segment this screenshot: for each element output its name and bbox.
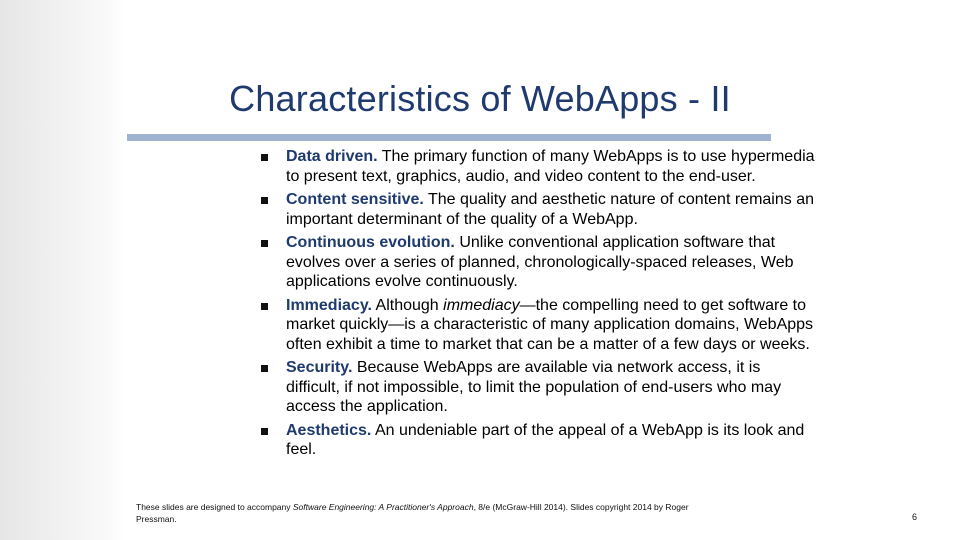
square-bullet-icon — [261, 428, 268, 435]
slide-title: Characteristics of WebApps - II — [229, 78, 731, 119]
bullet-item-data-driven — [256, 147, 816, 186]
footer-book-title: Software Engineering: A Practitioner's Approach — [292, 502, 474, 512]
square-bullet-icon — [261, 303, 268, 310]
title-underline — [127, 134, 771, 141]
bullet-item-security — [256, 358, 816, 417]
bullet-list — [256, 147, 816, 464]
slide-footer — [136, 501, 716, 525]
square-bullet-icon — [261, 197, 268, 204]
bullet-term: Aesthetics. — [286, 421, 372, 439]
bullet-text: —the compelling need to get software to market quickly—is a characteristic of many application domains, WebApps often exhibit a time to market that can be a matter of a few days or weeks. — [286, 296, 814, 353]
page-number: 6 — [912, 512, 918, 522]
bullet-term: Immediacy. — [286, 296, 372, 314]
bullet-text: The primary function of many WebApps is to use hypermedia to present text, graphics, audio, and video content to the end-user. — [286, 148, 815, 185]
bullet-text: Because WebApps are available via network access, it is difficult, if not impossible, to limit the population of end-users who may access the application. — [286, 359, 782, 415]
bullet-item-content-sensitive — [256, 190, 816, 229]
bullet-item-aesthetics — [256, 421, 816, 460]
square-bullet-icon — [261, 154, 268, 161]
footer-text-pre: These slides are designed to accompany — [136, 502, 293, 512]
bullet-text: An undeniable part of the appeal of a WebApp is its look and feel. — [286, 421, 805, 458]
bullet-item-immediacy — [256, 296, 816, 355]
bullet-term: Security. — [286, 359, 353, 376]
square-bullet-icon — [261, 365, 268, 372]
bullet-term: Content sensitive. — [286, 191, 424, 208]
bullet-text: The quality and aesthetic nature of content remains an important determinant of the quality of a WebApp. — [286, 191, 814, 228]
bullet-text: Unlike conventional application software that evolves over a series of planned, chronologically-spaced releases, Web applications evolve continuously. — [286, 234, 794, 290]
bullet-italic-text: immediacy — [443, 296, 520, 314]
bullet-item-continuous-evolution — [256, 233, 816, 292]
square-bullet-icon — [261, 240, 268, 247]
bullet-term: Continuous evolution. — [286, 234, 455, 251]
bullet-term: Data driven. — [286, 148, 378, 165]
footer-text-post: , 8/e (McGraw-Hill 2014). Slides copyright 2014 by Roger Pressman. — [136, 502, 689, 524]
bullet-text-pre: Although — [371, 296, 444, 314]
